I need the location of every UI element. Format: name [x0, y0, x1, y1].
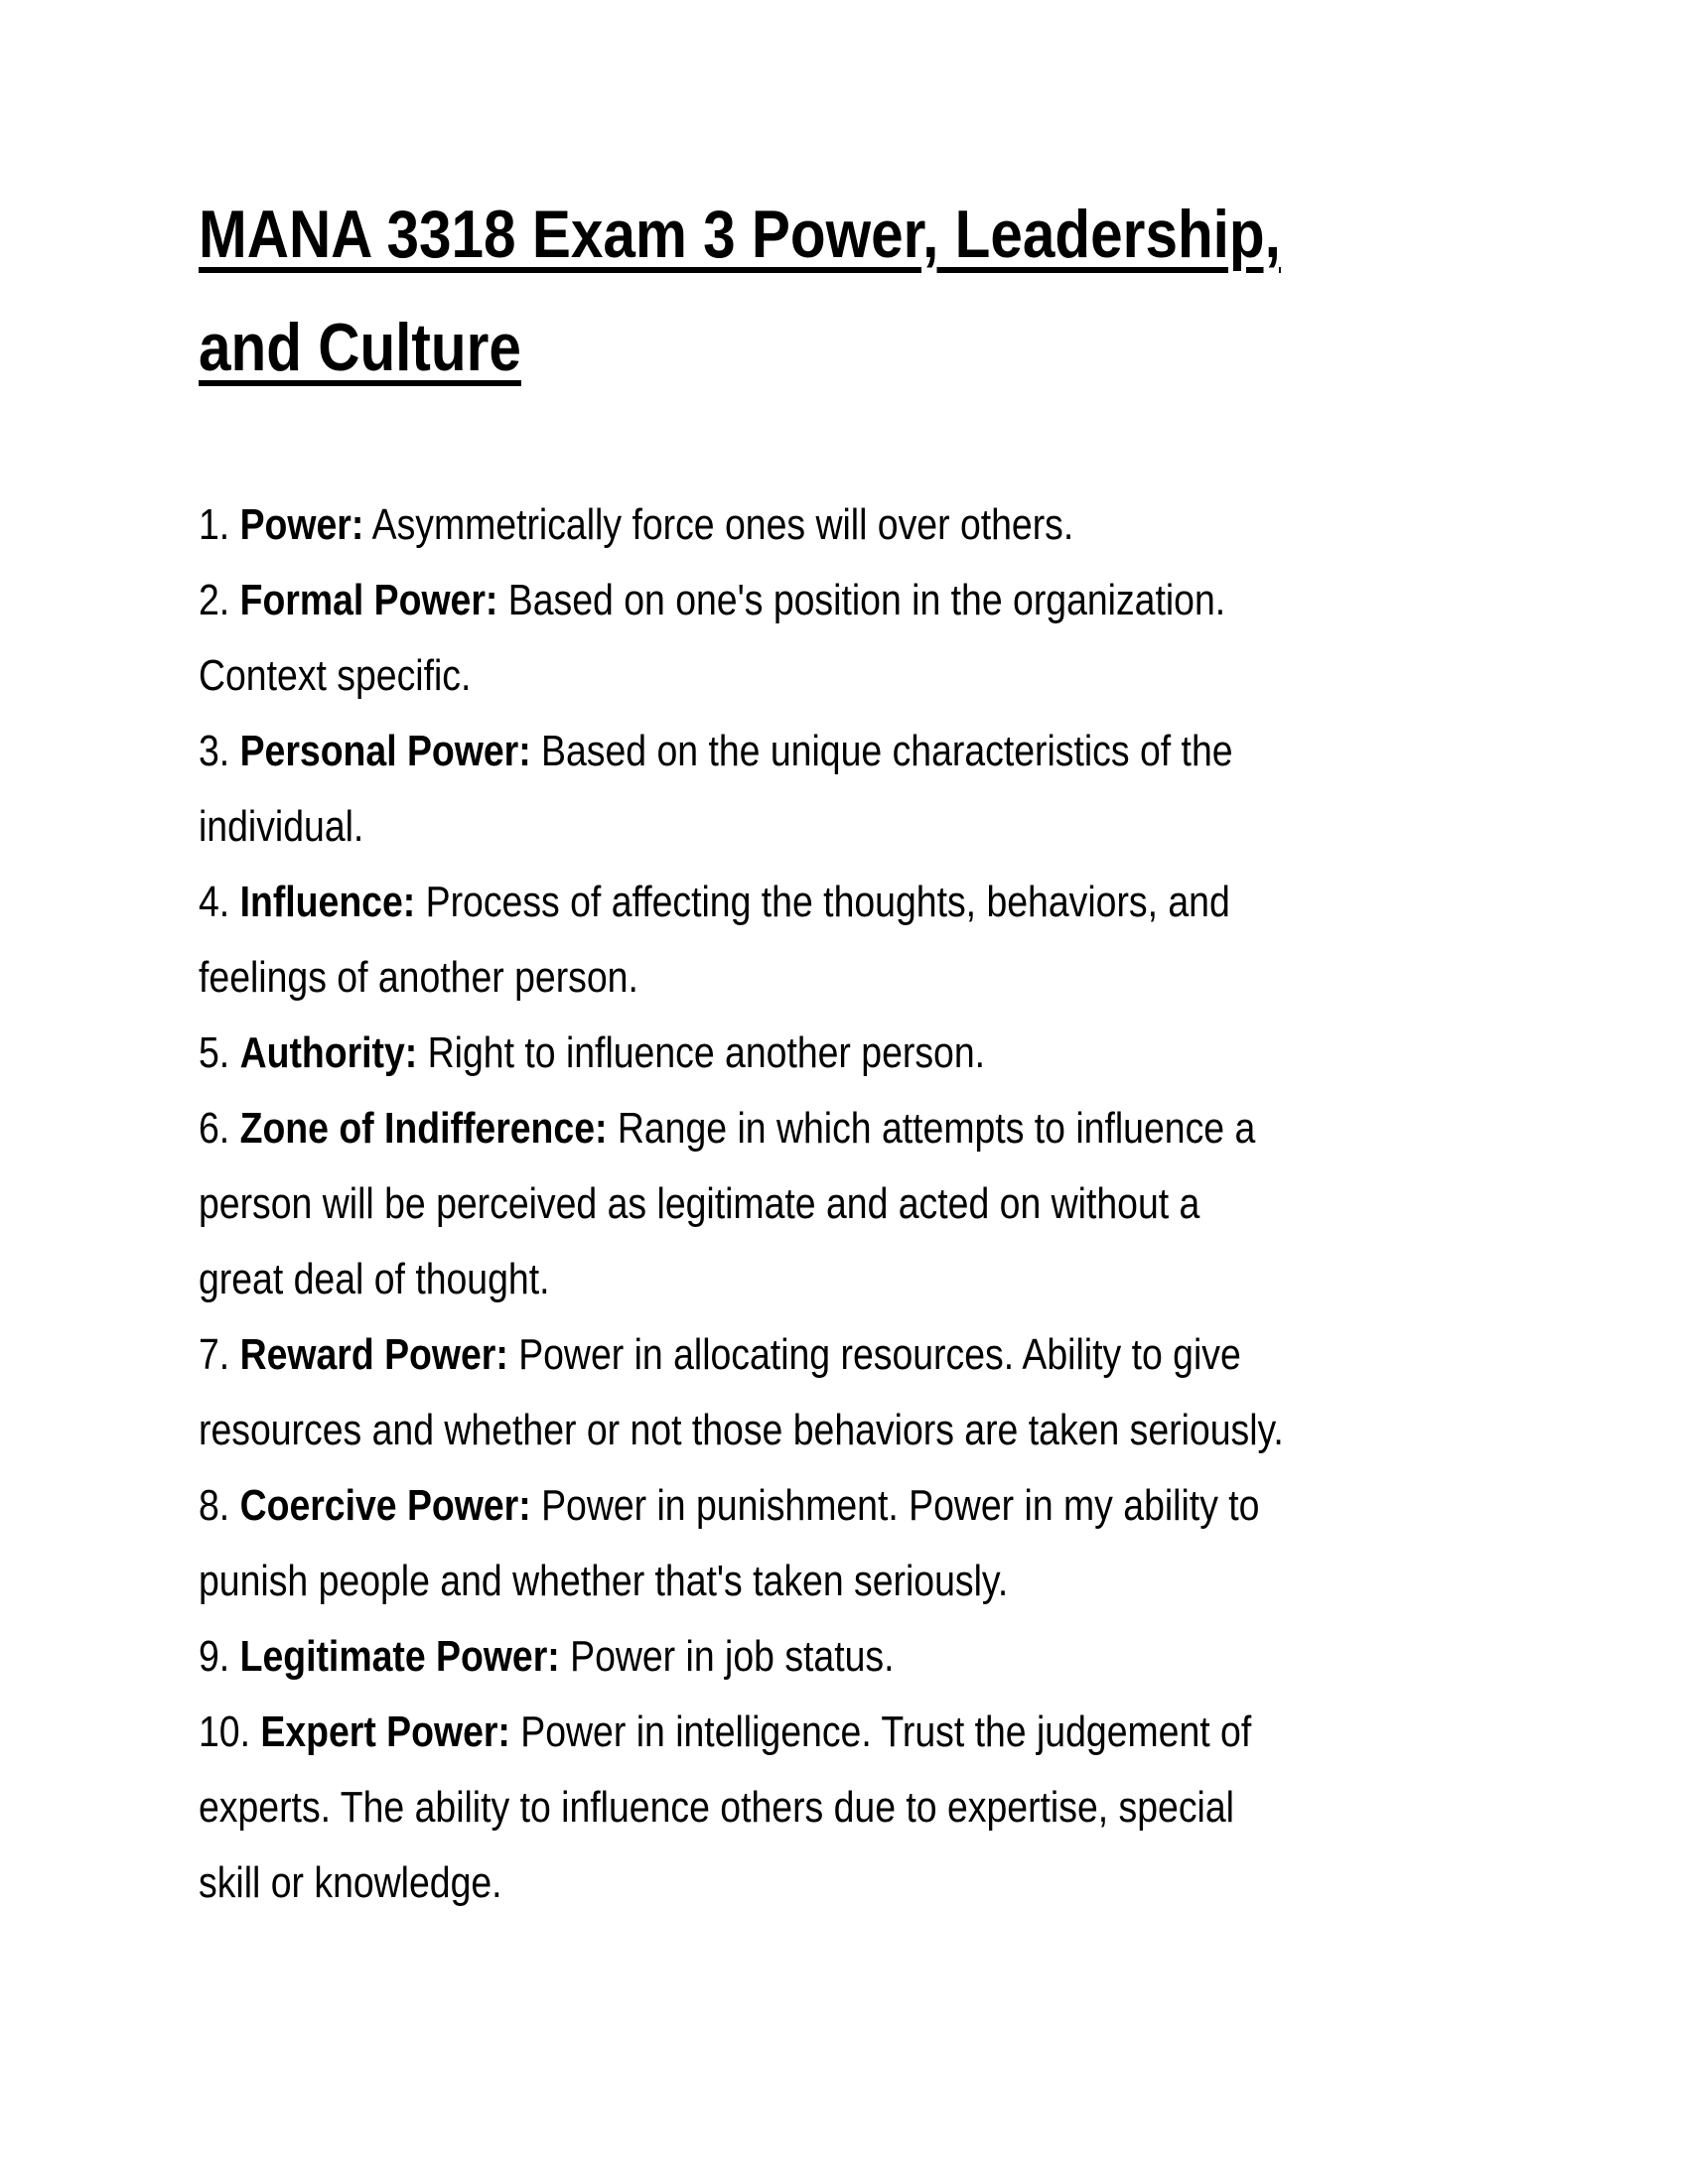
list-item-legitimate-power — [199, 1629, 894, 1685]
list-item-influence — [199, 875, 1230, 930]
item-term: Coercive Power: — [239, 1481, 531, 1530]
item-term: Zone of Indifference: — [239, 1104, 608, 1153]
item-term: Influence: — [239, 878, 416, 926]
item-number: 8. — [199, 1481, 230, 1530]
item-definition: Based on one's position in the organization. — [507, 576, 1226, 624]
item-definition-continuation: person will be perceived as legitimate and acted on without a — [199, 1179, 1200, 1228]
item-definition: Asymmetrically force ones will over others. — [371, 500, 1074, 549]
item-number: 3. — [199, 727, 230, 775]
item-definition-continuation: skill or knowledge. — [199, 1858, 502, 1907]
item-definition-continuation: great deal of thought. — [199, 1255, 550, 1303]
page-title-text: MANA 3318 Exam 3 Power, Leadership, — [199, 197, 1281, 272]
item-definition: Power in job status. — [570, 1632, 895, 1681]
item-definition-continuation: individual. — [199, 802, 364, 851]
item-definition-continuation: feelings of another person. — [199, 953, 638, 1002]
item-term: Expert Power: — [260, 1707, 510, 1756]
list-item-coercive-power — [199, 1478, 1259, 1534]
item-number: 2. — [199, 576, 230, 624]
item-term: Legitimate Power: — [239, 1632, 560, 1681]
list-item-expert-power — [199, 1705, 1251, 1760]
item-definition: Power in punishment. Power in my ability to — [541, 1481, 1260, 1530]
item-term: Power: — [239, 500, 364, 549]
list-item-personal-power — [199, 724, 1233, 779]
item-definition-continuation: experts. The ability to influence others due to expertise, special — [199, 1783, 1234, 1832]
item-definition-continuation: resources and whether or not those behaviors are taken seriously. — [199, 1406, 1284, 1454]
list-item-reward-power — [199, 1327, 1241, 1383]
item-term: Authority: — [239, 1028, 418, 1077]
list-item-authority — [199, 1025, 985, 1081]
item-number: 7. — [199, 1330, 230, 1379]
item-number: 6. — [199, 1104, 230, 1153]
item-term: Personal Power: — [239, 727, 531, 775]
item-number: 1. — [199, 500, 230, 549]
list-item-formal-power — [199, 573, 1225, 628]
page-title-line-1 — [199, 195, 1281, 274]
item-definition: Range in which attempts to influence a — [617, 1104, 1256, 1153]
item-definition: Process of affecting the thoughts, behaviors, and — [425, 878, 1230, 926]
item-term: Reward Power: — [239, 1330, 508, 1379]
item-number: 4. — [199, 878, 230, 926]
list-item-power — [199, 497, 1073, 553]
item-number: 5. — [199, 1028, 230, 1077]
list-item-zone-of-indifference — [199, 1101, 1255, 1157]
item-definition-continuation: punish people and whether that's taken seriously. — [199, 1557, 1009, 1605]
page-title-line-2 — [199, 308, 521, 387]
item-definition: Power in allocating resources. Ability to give — [518, 1330, 1241, 1379]
item-number: 9. — [199, 1632, 230, 1681]
item-definition: Power in intelligence. Trust the judgement of — [520, 1707, 1252, 1756]
item-term: Formal Power: — [239, 576, 498, 624]
item-number: 10. — [199, 1707, 250, 1756]
item-definition-continuation: Context specific. — [199, 651, 472, 700]
item-definition: Based on the unique characteristics of the — [541, 727, 1233, 775]
item-definition: Right to influence another person. — [427, 1028, 986, 1077]
page-title-text: and Culture — [199, 310, 521, 385]
